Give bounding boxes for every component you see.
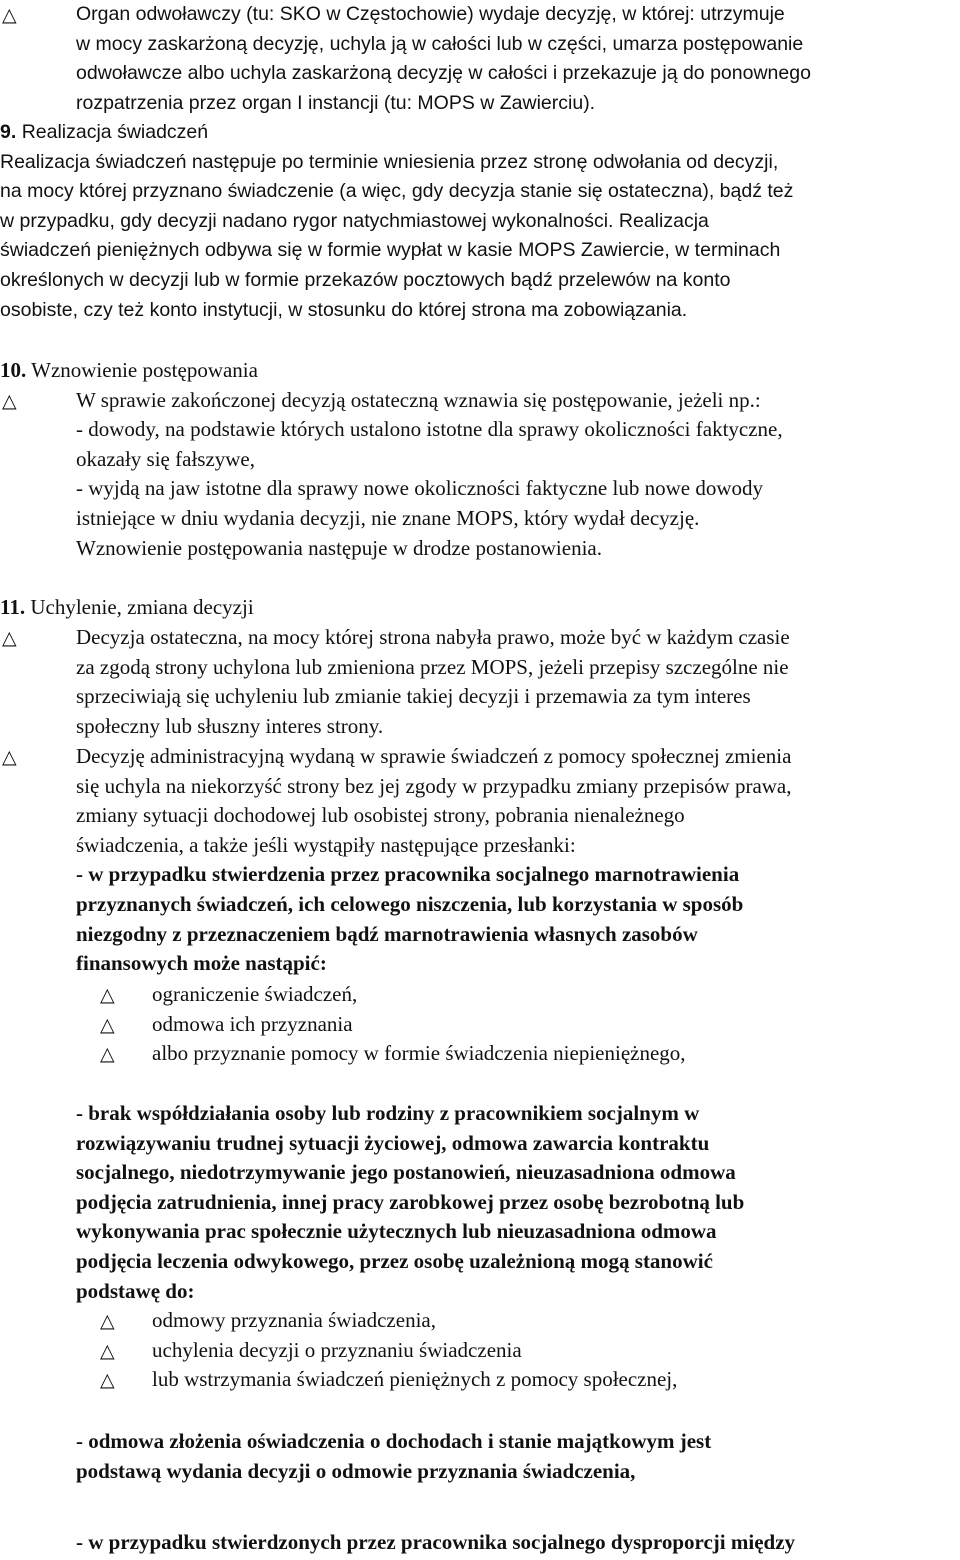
triangle-bullet-icon: △	[100, 1014, 115, 1036]
case-line: socjalnego, niedotrzymywanie jego postanowień, nieuzasadniona odmowa	[76, 1160, 736, 1185]
bullet-line: za zgodą strony uchylona lub zmieniona przez MOPS, jeżeli przepisy szczególne nie	[76, 654, 789, 679]
case-line: podjęcia leczenia odwykowego, przez osobę uzależnioną mogą stanowić	[76, 1248, 713, 1273]
intro-line: Organ odwoławczy (tu: SKO w Częstochowie) wydaje decyzję, w której: utrzymuje	[76, 3, 785, 25]
case-4	[0, 1528, 960, 1558]
section-11-bullet-1	[0, 623, 960, 741]
bullet-line: zmiany sytuacji dochodowej lub osobistej strony, pobrania nienależnego	[76, 803, 685, 828]
case-line: przyznanych świadczeń, ich celowego niszczenia, lub korzystania w sposób	[76, 891, 744, 916]
list-item-text: odmowa ich przyznania	[152, 1011, 353, 1036]
section-9-heading	[0, 118, 960, 148]
triangle-bullet-icon: △	[100, 985, 115, 1006]
section-11-heading	[0, 593, 960, 623]
case-line: rozwiązywaniu trudnej sytuacji życiowej, odmowa zawarcia kontraktu	[76, 1130, 710, 1155]
case-line: wykonywania prac społecznie użytecznych lub nieuzasadniona odmowa	[76, 1219, 717, 1244]
section-10-heading	[0, 356, 960, 386]
section-10-line: Wznowienie postępowania następuje w drodze postanowienia.	[76, 535, 602, 560]
case-2	[0, 1099, 960, 1306]
list-item	[0, 980, 960, 1010]
bullet-line: Decyzja ostateczna, na mocy której strona nabyła prawo, może być w każdym czasie	[76, 625, 790, 649]
triangle-bullet-icon: △	[2, 628, 17, 649]
list-item	[0, 1306, 960, 1336]
section-number: 9.	[0, 121, 17, 143]
section-10-line: W sprawie zakończonej decyzją ostateczną wznawia się postępowanie, jeżeli np.:	[76, 387, 761, 412]
triangle-bullet-icon: △	[100, 1311, 115, 1332]
section-9-line: określonych w decyzji lub w formie przekazów pocztowych bądź przelewów na konto	[0, 268, 731, 291]
triangle-bullet-icon: △	[100, 1340, 115, 1362]
list-item	[0, 1365, 960, 1395]
case-line: finansowych może nastąpić:	[76, 951, 327, 976]
list-item	[0, 1039, 960, 1069]
bullet-line: społeczny lub słuszny interes strony.	[76, 713, 384, 738]
section-title: Realizacja świadczeń	[21, 121, 209, 143]
case-3	[0, 1427, 960, 1486]
section-11-bullet-2	[0, 742, 960, 979]
section-10-line: istniejące w dniu wydania decyzji, nie znane MOPS, który wydał decyzję.	[76, 505, 700, 530]
section-title: Wznowienie postępowania	[31, 358, 258, 382]
case-line: - w przypadku stwierdzonych przez pracownika socjalnego dysproporcji między	[76, 1530, 796, 1554]
section-10-line: - dowody, na podstawie których ustalono istotne dla sprawy okoliczności faktyczne,	[76, 417, 783, 442]
intro-line: w mocy zaskarżoną decyzję, uchyla ją w całości lub w części, umarza postępowanie	[76, 32, 804, 55]
case-2-items	[0, 1306, 960, 1395]
list-item	[0, 1336, 960, 1366]
section-number: 10.	[0, 358, 27, 382]
section-10-line: - wyjdą na jaw istotne dla sprawy nowe okoliczności faktyczne lub nowe dowody	[76, 476, 763, 501]
section-9-line: świadczeń pieniężnych odbywa się w formie wypłat w kasie MOPS Zawiercie, w terminach	[0, 239, 781, 262]
triangle-bullet-icon: △	[2, 390, 17, 412]
intro-line: rozpatrzenia przez organ I instancji (tu: MOPS w Zawierciu).	[76, 91, 596, 114]
section-10	[0, 356, 960, 563]
bullet-line: świadczenia, a także jeśli wystąpiły następujące przesłanki:	[76, 832, 576, 857]
case-1-items	[0, 980, 960, 1069]
triangle-bullet-icon: △	[100, 1370, 115, 1392]
intro-line: odwoławcze albo uchyla zaskarżoną decyzję w całości i przekazuje ją do ponownego	[76, 62, 811, 85]
list-item-text: albo przyznanie pomocy w formie świadczenia niepieniężnego,	[152, 1041, 686, 1066]
case-line: - odmowa złożenia oświadczenia o dochodach i stanie majątkowym jest	[76, 1429, 712, 1453]
case-line: podstawę do:	[76, 1278, 195, 1303]
section-number: 11.	[0, 595, 26, 619]
list-item-text: ograniczenie świadczeń,	[152, 982, 358, 1006]
section-9	[0, 118, 960, 325]
case-line: podstawą wydania decyzji o odmowie przyznania świadczenia,	[76, 1458, 636, 1483]
section-9-line: w przypadku, gdy decyzji nadano rygor natychmiastowej wykonalności. Realizacja	[0, 209, 709, 232]
section-10-line: okazały się fałszywe,	[76, 446, 256, 471]
case-line: - w przypadku stwierdzenia przez pracownika socjalnego marnotrawienia	[76, 862, 740, 887]
bullet-line: się uchyla na niekorzyść strony bez jej zgody w przypadku zmiany przepisów prawa,	[76, 773, 792, 798]
list-item-text: odmowy przyznania świadczenia,	[152, 1308, 436, 1332]
section-9-line: osobiste, czy też konto instytucji, w stosunku do której strona ma zobowiązania.	[0, 298, 688, 321]
case-line: podjęcia zatrudnienia, innej pracy zarobkowej przez osobę bezrobotną lub	[76, 1189, 745, 1214]
bullet-line: sprzeciwiają się uchyleniu lub zmianie takiej decyzji i przemawia za tym interes	[76, 684, 751, 709]
triangle-bullet-icon: △	[2, 747, 17, 768]
section-11	[0, 593, 960, 623]
triangle-bullet-icon: △	[100, 1044, 115, 1066]
list-item	[0, 1010, 960, 1040]
list-item-text: uchylenia decyzji o przyznaniu świadczenia	[152, 1337, 522, 1362]
section-9-line: Realizacja świadczeń następuje po terminie wniesienia przez stronę odwołania od decyzji,	[0, 150, 779, 173]
case-line: - brak współdziałania osoby lub rodziny z pracownikiem socjalnym w	[76, 1101, 700, 1125]
section-title: Uchylenie, zmiana decyzji	[30, 595, 254, 619]
section-9-line: na mocy której przyznano świadczenie (a więc, gdy decyzja stanie się ostateczna), bądź też	[0, 180, 794, 203]
case-line: niezgodny z przeznaczeniem bądź marnotrawienia własnych zasobów	[76, 921, 698, 946]
intro-paragraph	[0, 0, 960, 118]
list-item-text: lub wstrzymania świadczeń pieniężnych z pomocy społecznej,	[152, 1367, 678, 1392]
triangle-bullet-icon: △	[2, 5, 17, 26]
bullet-line: Decyzję administracyjną wydaną w sprawie świadczeń z pomocy społecznej zmienia	[76, 744, 792, 768]
